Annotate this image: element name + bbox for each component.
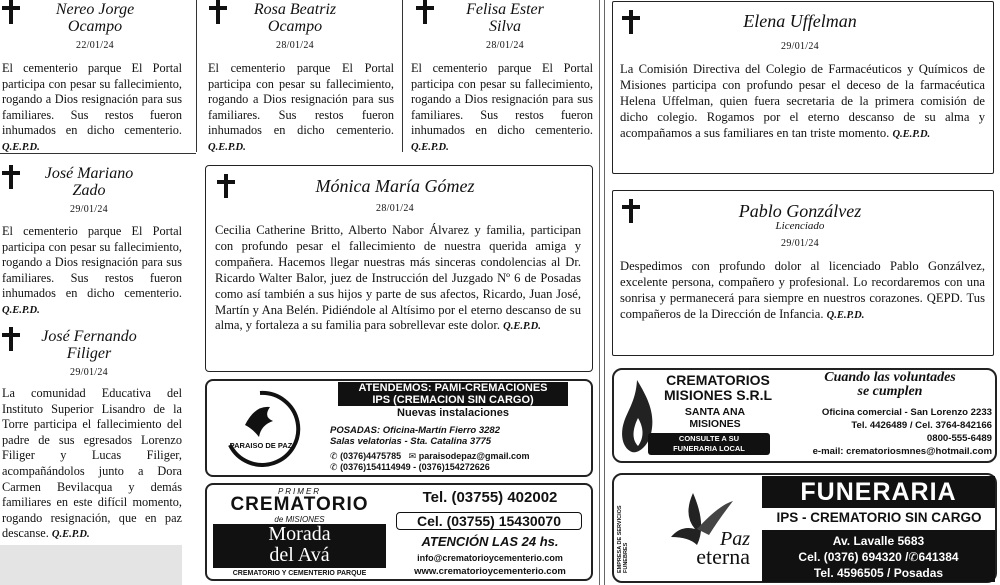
obit-text: La Comisión Directiva del Colegio de Farmacéuticos y Químicos de Misiones participa con profundo pesar el deceso de la farmacéutica Helena Uffelman, quien fuera secretaria de la primera comisión de dicho colegio. Rogamos por el eterno descanso de su alma y acompañamos a sus familiares en tan triste momento. Q.E.P.D.: [620, 62, 985, 140]
cross-icon: [209, 0, 227, 24]
obit-name: Nereo Jorge Ocampo: [55, 1, 135, 35]
dove-logo-icon: [215, 385, 305, 467]
cross-icon: [2, 327, 20, 351]
morada-email: info@crematorioycementerio.com: [417, 553, 563, 563]
obit-text: El cementerio parque El Portal participa con pesar su fallecimiento, rogando a Dios resignación para sus familiares. Sus restos fueron inhumados en dicho cementerio. Q.E.P.D.: [208, 61, 394, 153]
gray-block: [0, 545, 182, 585]
cross-icon: [416, 0, 434, 24]
paraiso-logo-text: PARAISO DE PAZ: [229, 441, 293, 450]
obit-date: 29/01/24: [781, 238, 819, 249]
obit-date: 29/01/24: [70, 204, 108, 215]
obit-date: 29/01/24: [781, 41, 819, 52]
column-divider: [599, 0, 600, 585]
morada-de-misiones: de MISIONES: [274, 515, 325, 524]
obit-date: 28/01/24: [376, 203, 414, 214]
obit-date: 22/01/24: [76, 40, 114, 51]
column-divider: [402, 0, 403, 152]
morada-hours: ATENCIÓN LAS 24 hs.: [421, 534, 559, 549]
funeraria-logo-text: Paz eterna: [696, 528, 750, 569]
funeraria-subtitle: IPS - CREMATORIO SIN CARGO: [776, 510, 982, 525]
obit-text: El cementerio parque El Portal participa con pesar su fallecimiento, rogando a Dios resignación para sus familiares. Sus restos fueron inhumados en dicho cementerio. Q.E.P.D.: [2, 61, 182, 153]
divider: [0, 153, 196, 154]
morada-footer: CREMATORIO Y CEMENTERIO PARQUE: [232, 570, 367, 577]
cross-icon: [2, 0, 20, 24]
obit-text: Cecilia Catherine Britto, Alberto Nabor Álvarez y familia, participan con profundo pesar el fallecimiento de nuestra querida amiga y compañera. Hacemos llegar nuestras más sinceras condolencias al Dr. Ricardo Walter Balor, juez de Instrucción del Juzgado Nº 6 de Posadas como así también a sus hijos y parte de sus afectos, Ricardo, Juan José, Martín y Ana Belén. Pidiéndole al Altísimo por el eterno descanso de su alma, y fortaleza a su familia para sobrellevar este dolor. Q.E.P.D.: [215, 223, 581, 333]
crematorios-slogan: Cuando las voluntades se cumplen: [824, 370, 956, 399]
obit-name: Elena Uffelman: [743, 11, 857, 31]
obit-name: José Fernando Filiger: [41, 328, 137, 362]
funeraria-empresa: EMPRESA DE SERVICIOS FUNEBRES: [617, 505, 629, 573]
morada-primer: PRIMER: [277, 487, 322, 496]
whatsapp-icon: ✆: [330, 462, 338, 472]
obit-text: La comunidad Educativa del Instituto Superior Lisandro de la Torre participa el fallecimiento del padre de sus egresados Lorenzo Filiger y Lucas Filiger, acompañándolos junto a Dora Carmen Bevilacqua y demás familiares en este difícil momento, rogando resignación, que en paz descanse. Q.E.P.D.: [2, 386, 182, 541]
paraiso-subhead: Nuevas instalaciones: [397, 407, 509, 419]
crematorios-contact: Oficina comercial - San Lorenzo 2233 Tel. 4426489 / Cel. 3764-842166 0800-555-6489 e-mail: crematoriosmnes@hotmail.com: [812, 407, 992, 457]
cross-icon: [2, 165, 20, 189]
crematorios-consult: CONSULTE A SU FUNERARIA LOCAL: [648, 433, 770, 455]
paraiso-address: POSADAS: Oficina-Martín Fierro 3282 Salas velatorias - Sta. Catalina 3775: [330, 425, 500, 447]
obit-text: El cementerio parque El Portal participa con pesar su fallecimiento, rogando a Dios resignación para sus familiares. Sus restos fueron inhumados en dicho cementerio. Q.E.P.D.: [2, 224, 182, 316]
email-icon: ✉: [408, 451, 417, 461]
crematorios-title: CREMATORIOS MISIONES S.R.L: [663, 372, 773, 403]
crematorios-location: SANTA ANA MISIONES: [684, 406, 746, 430]
paraiso-headline: ATENDEMOS: PAMI-CREMACIONES IPS (CREMACION SIN CARGO): [338, 382, 568, 406]
obit-name: Mónica María Gómez: [315, 176, 475, 196]
column-divider: [196, 0, 197, 152]
morada-web: www.crematorioycementerio.com: [414, 566, 566, 577]
whatsapp-icon: ✆: [330, 451, 338, 461]
cross-icon: [622, 199, 640, 223]
obit-date: 28/01/24: [486, 40, 524, 51]
obit-name: Felisa Ester Silva: [466, 1, 544, 35]
obit-date: 29/01/24: [70, 367, 108, 378]
obit-name: Rosa Beatriz Ocampo: [253, 1, 337, 35]
obit-name: José Mariano Zado: [44, 165, 134, 199]
paraiso-contacts: ✆ (0376)4475785 ✉ paraisodepaz@gmail.com ✆ (0376)154114949 - (0376)154272626: [330, 451, 530, 472]
obit-name: Pablo Gonzálvez: [738, 201, 862, 221]
morada-crematorio: CREMATORIO: [230, 494, 369, 515]
obit-date: 28/01/24: [276, 40, 314, 51]
obit-subtitle: Licenciado: [775, 220, 825, 232]
morada-tel: Tel. (03755) 402002: [422, 489, 558, 506]
obit-text: Despedimos con profundo dolor al licenciado Pablo Gonzálvez, excelente persona, compañero y profesional. Lo recordaremos con una sonrisa y permanecerá para siempre en nuestros corazones. QEPD. Tus compañeros de la Dirección de Infancia. Q.E.P.D.: [620, 259, 985, 321]
cross-icon: [622, 10, 640, 34]
cross-icon: [217, 174, 235, 198]
funeraria-contact: Av. Lavalle 5683 Cel. (0376) 694320 /✆641384 Tel. 4596505 / Posadas: [762, 530, 995, 582]
funeraria-title: FUNERARIA: [762, 476, 995, 508]
obit-text: El cementerio parque El Portal participa con pesar su fallecimiento, rogando a Dios resignación para sus familiares. Sus restos fueron inhumados en dicho cementerio. Q.E.P.D.: [411, 61, 593, 153]
morada-cel: Cel. (03755) 15430070: [396, 512, 582, 530]
column-divider: [604, 0, 605, 585]
morada-brand: Morada del Avá: [213, 524, 386, 568]
